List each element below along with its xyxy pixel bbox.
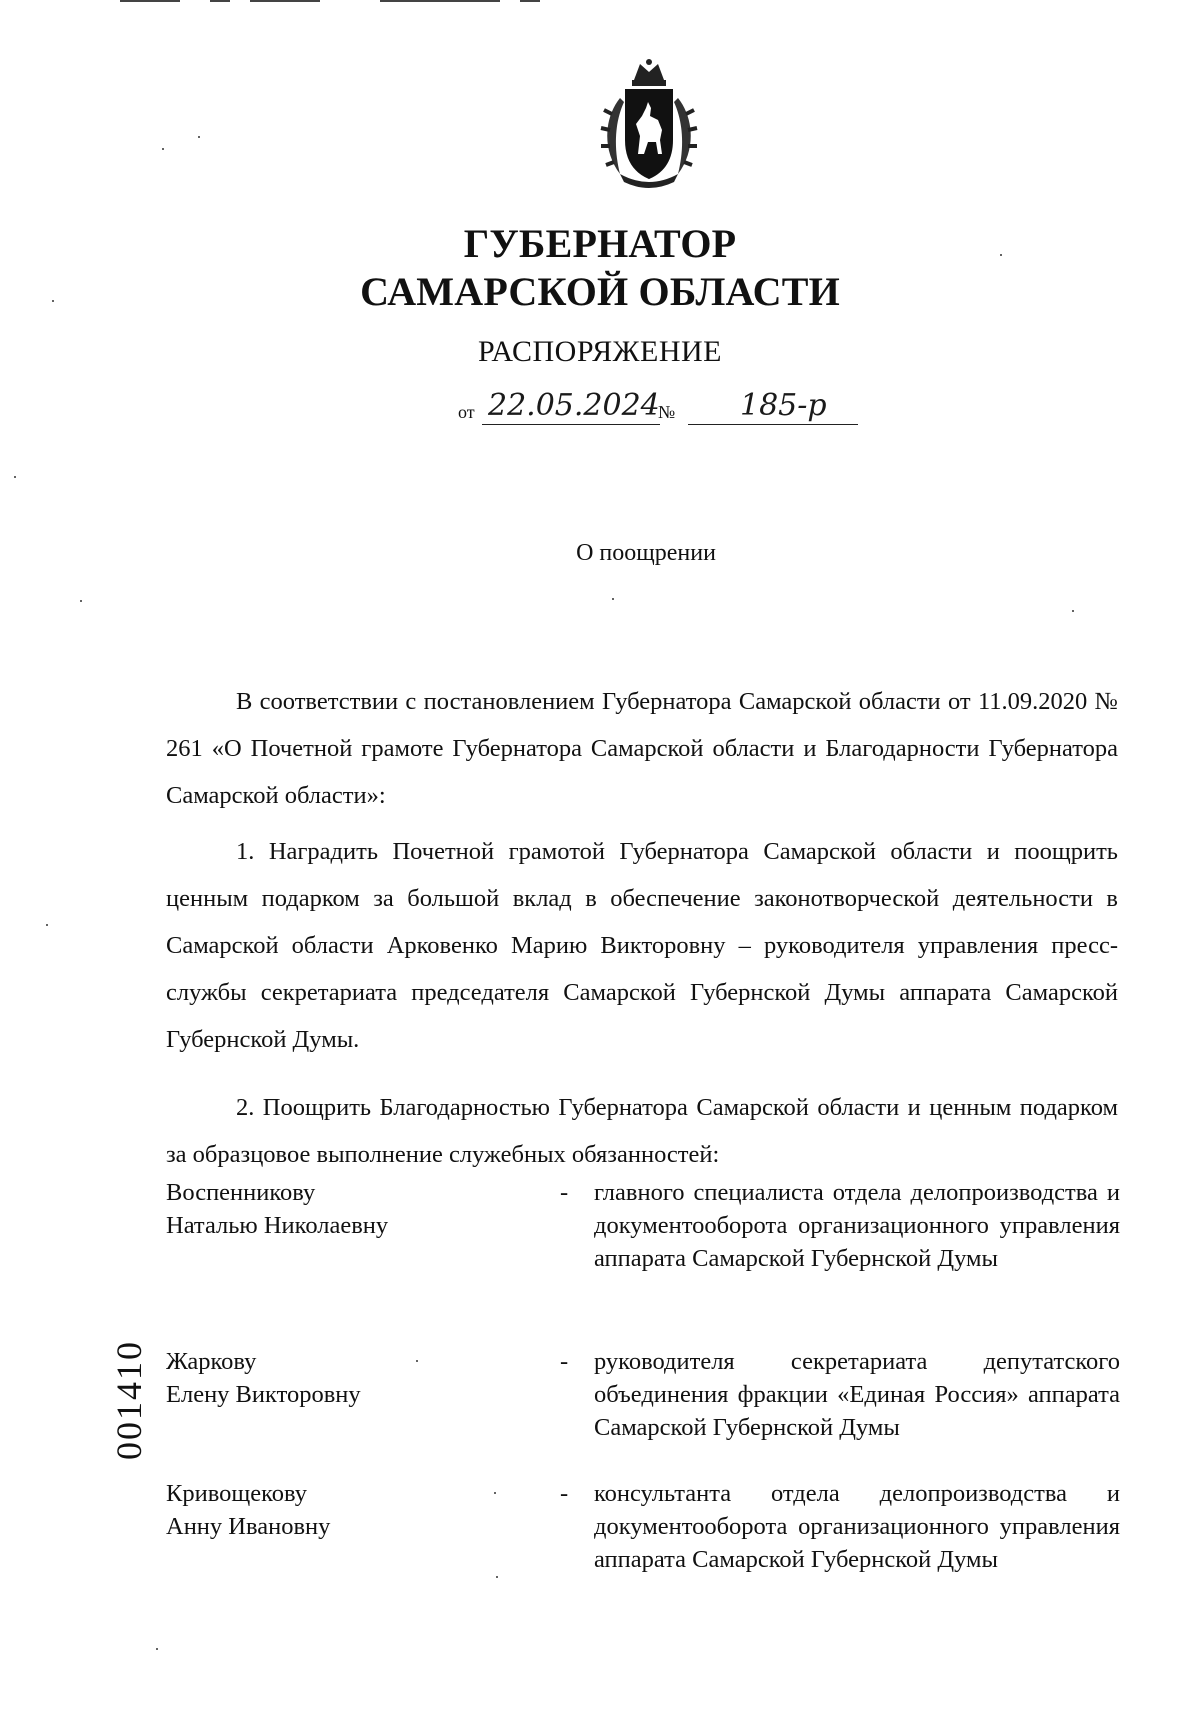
item2-paragraph bbox=[166, 1084, 1118, 1178]
awardee-surname: Жаркову bbox=[166, 1348, 257, 1375]
authority-title-line2: САМАРСКОЙ ОБЛАСТИ bbox=[360, 269, 840, 314]
item1-paragraph bbox=[166, 828, 1118, 1063]
awardee-given-names: Анну Ивановну bbox=[166, 1513, 331, 1540]
scan-edge-marks bbox=[120, 0, 540, 4]
awardee-given-names: Наталью Николаевну bbox=[166, 1212, 389, 1239]
dash-separator: - bbox=[560, 1480, 569, 1507]
awardee-name bbox=[166, 1345, 546, 1411]
preamble-paragraph bbox=[166, 678, 1118, 819]
item1-text: 1. Наградить Почетной грамотой Губернатора Самарской области и поощрить ценным подарком за большой вклад в обеспечение законотворческой деятельности в Самарской области Арковенко Марию Викторовну – руководителя управления пресс-службы секретариата председателя Самарской Губернской Думы аппарата Самарской Губернской Думы. bbox=[166, 838, 1118, 1053]
date-number-line bbox=[458, 388, 858, 428]
awardee-given-names: Елену Викторовну bbox=[166, 1381, 361, 1408]
document-subject: О поощрении bbox=[576, 540, 716, 566]
serial-number: 001410 bbox=[109, 1340, 149, 1460]
date-prefix: от bbox=[458, 402, 475, 422]
document-type: РАСПОРЯЖЕНИЕ bbox=[477, 335, 723, 368]
awardee-surname: Кривощекову bbox=[166, 1480, 307, 1507]
awardee-position: главного специалиста отдела делопроизводства и документооборота организационного управления аппарата Самарской Губернской Думы bbox=[594, 1179, 1120, 1272]
awardee-name bbox=[166, 1477, 546, 1543]
authority-title-line1: ГУБЕРНАТОР bbox=[463, 221, 737, 266]
dash-separator: - bbox=[560, 1348, 569, 1375]
awardee-position: руководителя секретариата депутатского объединения фракции «Единая Россия» аппарата Самарской Губернской Думы bbox=[594, 1348, 1120, 1441]
awardee-name bbox=[166, 1176, 546, 1242]
handwritten-number: 185-р bbox=[740, 388, 827, 423]
awardee-surname: Воспенникову bbox=[166, 1179, 316, 1206]
handwritten-date: 22.05.2024 bbox=[488, 388, 660, 423]
item2-text: 2. Поощрить Благодарностью Губернатора Самарской области и ценным подарком за образцовое выполнение служебных обязанностей: bbox=[166, 1094, 1118, 1168]
number-prefix: № bbox=[658, 402, 676, 422]
samara-coat-of-arms-icon bbox=[590, 58, 708, 190]
dash-separator: - bbox=[560, 1179, 569, 1206]
preamble-text: В соответствии с постановлением Губернатора Самарской области от 11.09.2020 № 261 «О Почетной грамоте Губернатора Самарской области и Благодарности Губернатора Самарской области»: bbox=[166, 688, 1118, 809]
awardee-position: консультанта отдела делопроизводства и документооборота организационного управления аппарата Самарской Губернской Думы bbox=[594, 1480, 1120, 1573]
